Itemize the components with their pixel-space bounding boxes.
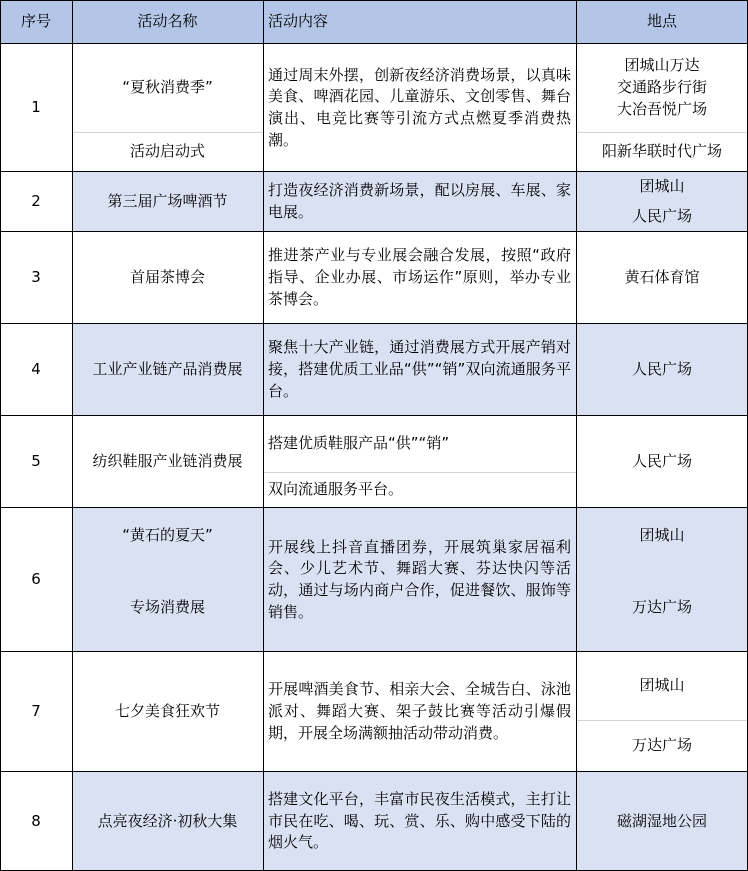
grid-line — [0, 231, 748, 232]
row-3-name: 首届茶博会 — [129, 268, 205, 287]
row-4-content: 聚焦十大产业链，通过消费展方式开展产销对接，搭建优质工业品“供”“销”双向流通服务平台。 — [263, 324, 576, 416]
row-6-place-bottom: 万达广场 — [576, 564, 748, 652]
row-6-content: 开展线上抖音直播团券，开展筑巢家居福利会、少儿艺术节、舞蹈大赛、芬达快闪等活动，通过与场内商户合作，促进餐饮、服饰等销售。 — [263, 508, 576, 652]
header-content: 活动内容 — [263, 0, 576, 44]
grid-line — [72, 0, 73, 871]
row-6-name-bottom: 专场消费展 — [72, 564, 263, 652]
row-6-name-top: “黄石的夏天” — [72, 508, 263, 564]
grid-line — [263, 0, 264, 871]
row-6-no: 6 — [31, 570, 41, 589]
row-1-place-bottom: 阳新华联时代广场 — [601, 142, 722, 161]
row-5-no: 5 — [31, 452, 41, 471]
row-8-name: 点亮夜经济·初秋大集 — [72, 772, 263, 871]
grid-line — [0, 507, 748, 508]
row-3-no: 3 — [31, 268, 41, 287]
row-3-place: 黄石体育馆 — [624, 268, 700, 287]
row-1-place-top: 团城山万达 交通路步行街 大冶吾悦广场 — [616, 56, 707, 118]
row-7-place-top: 团城山 — [639, 676, 685, 695]
grid-line — [0, 43, 748, 44]
row-5-content-top: 搭建优质鞋服产品“供”“销” — [268, 434, 450, 453]
row-7-place-bottom: 万达广场 — [631, 736, 692, 755]
row-5-place: 人民广场 — [631, 452, 692, 471]
row-8-content: 搭建文化平台，丰富市民夜生活模式，主打让市民在吃、喝、玩、赏、乐、购中感受下陆的烟火气。 — [263, 772, 576, 871]
row-2-no: 2 — [31, 192, 41, 211]
grid-line — [0, 651, 748, 652]
row-7-name: 七夕美食狂欢节 — [114, 702, 220, 721]
row-3-content: 推进茶产业与专业展会融合发展，按照“政府指导、企业办展、市场运作”原则，举办专业茶博会。 — [268, 246, 571, 308]
header-no: 序号 — [0, 0, 72, 44]
header-place: 地点 — [576, 0, 748, 44]
row-1-content: 通过周末外摆，创新夜经济消费场景，以真味美食、啤酒花园、儿童游乐、文创零售、舞台演出、电竞比赛等引流方式点燃夏季消费热潮。 — [268, 65, 571, 149]
row-7-content: 开展啤酒美食节、相亲大会、全城告白、泳池派对、舞蹈大赛、架子鼓比赛等活动引爆假期，开展全场满额抽活动带动消费。 — [268, 680, 571, 742]
row-8-place: 磁湖湿地公园 — [576, 772, 748, 871]
row-7-no: 7 — [31, 702, 41, 721]
row-2-place-top: 团城山 — [576, 172, 748, 202]
row-1-name-bottom: 活动启动式 — [129, 142, 205, 161]
row-2-content: 打造夜经济消费新场景，配以房展、车展、家电展。 — [263, 172, 576, 232]
row-2-name: 第三届广场啤酒节 — [72, 172, 263, 232]
grid-line — [576, 0, 577, 871]
grid-line — [0, 0, 1, 871]
grid-line — [0, 415, 748, 416]
row-4-place: 人民广场 — [576, 324, 748, 416]
row-8-no: 8 — [31, 811, 41, 830]
row-1-no: 1 — [31, 98, 41, 117]
row-5-name: 纺织鞋服产业链消费展 — [92, 452, 243, 471]
row-6-place-top: 团城山 — [576, 508, 748, 564]
grid-line — [0, 0, 748, 1]
row-4-no: 4 — [31, 360, 41, 379]
row-5-content-bottom: 双向流通服务平台。 — [268, 480, 404, 499]
header-name: 活动名称 — [72, 0, 263, 44]
grid-line — [0, 171, 748, 172]
grid-line — [0, 771, 748, 772]
grid-line — [0, 323, 748, 324]
row-4-name: 工业产业链产品消费展 — [72, 324, 263, 416]
row-2-place-bottom: 人民广场 — [576, 202, 748, 232]
row-1-name-top: “夏秋消费季” — [122, 78, 213, 97]
